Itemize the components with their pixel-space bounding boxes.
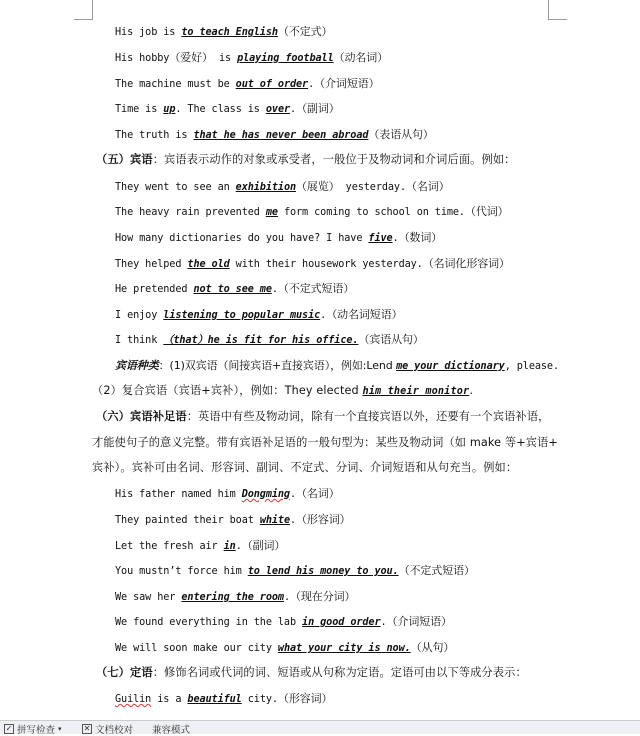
section-complement-heading: （六）宾语补足语：英语中有些及物动词，除有一个直接宾语以外，还要有一个宾语补语， [96,410,550,423]
margin-marker-right [548,0,549,20]
section-complement-text: 才能使句子的意义完整。带有宾语补足语的一般句型为：某些及物动词（如 make 等+宾语+ [92,436,558,449]
doc-check-icon: ✕ [83,724,91,733]
example-line: His job is to teach English（不定式） [115,25,333,38]
example-line: I think （that）he is fit for his office.（宾语从句） [115,333,424,346]
doc-check-button[interactable]: ✕ 文档校对 [83,724,134,736]
object-types-note: 宾语种类：(1)双宾语（间接宾语+直接宾语），例如:Lend me your dictionary, please. [115,359,559,372]
example-line: The truth is that he has never been abroad（表语从句） [115,128,434,141]
example-line: We will soon make our city what your city is now.（从句） [115,641,455,654]
compat-mode-indicator[interactable]: 兼容模式 [152,725,191,736]
status-bar [0,720,640,734]
example-line: How many dictionaries do you have? I have five.（数词） [115,231,443,244]
spell-check-icon: ✓ [5,724,13,733]
example-line: You mustn’t force him to lend his money to you.（不定式短语） [115,564,475,577]
example-line: The machine must be out of order.（介词短语） [115,77,380,90]
example-line: His father named him Dongming.（名词） [115,487,340,500]
example-line: He pretended not to see me.（不定式短语） [115,282,355,295]
example-line: His hobby（爱好） is playing football（动名词） [115,51,389,64]
example-line: I enjoy listening to popular music.（动名词短语） [115,308,403,321]
section-complement-text: 宾补）。宾补可由名词、形容词、副词、不定式、分词、介词短语和从句充当。例如： [92,461,518,474]
example-line: We found everything in the lab in good order.（介词短语） [115,615,452,628]
section-attribute-heading: （七）定语：修饰名词或代词的词、短语或从句称为定语。定语可由以下等成分表示： [96,666,527,679]
example-line: They went to see an exhibition（展览） yesterday.（名词） [115,180,450,193]
spell-check-button[interactable]: ✓ 拼写检查 ▾ [5,724,62,736]
example-line: Time is up. The class is over.（副词） [115,102,340,115]
example-line: We saw her entering the room.（现在分词） [115,590,356,603]
example-line: The heavy rain prevented me form coming to school on time.（代词） [115,205,509,218]
example-line: They helped the old with their housework yesterday.（名词化形容词） [115,257,510,270]
chevron-down-icon[interactable]: ▾ [58,725,62,733]
example-line: Guilin is a beautiful city.（形容词） [115,692,333,705]
margin-marker-left-h [74,19,93,20]
section-object-heading: （五）宾语：宾语表示动作的对象或承受者，一般位于及物动词和介词后面。例如： [96,153,516,166]
margin-marker-left [92,0,93,20]
example-line: Let the fresh air in.（副词） [115,539,286,552]
margin-marker-right-h [548,19,567,20]
example-line: They painted their boat white.（形容词） [115,513,351,526]
object-types-note-2: （2）复合宾语（宾语+宾补），例如：They elected him their monitor. [92,384,474,397]
